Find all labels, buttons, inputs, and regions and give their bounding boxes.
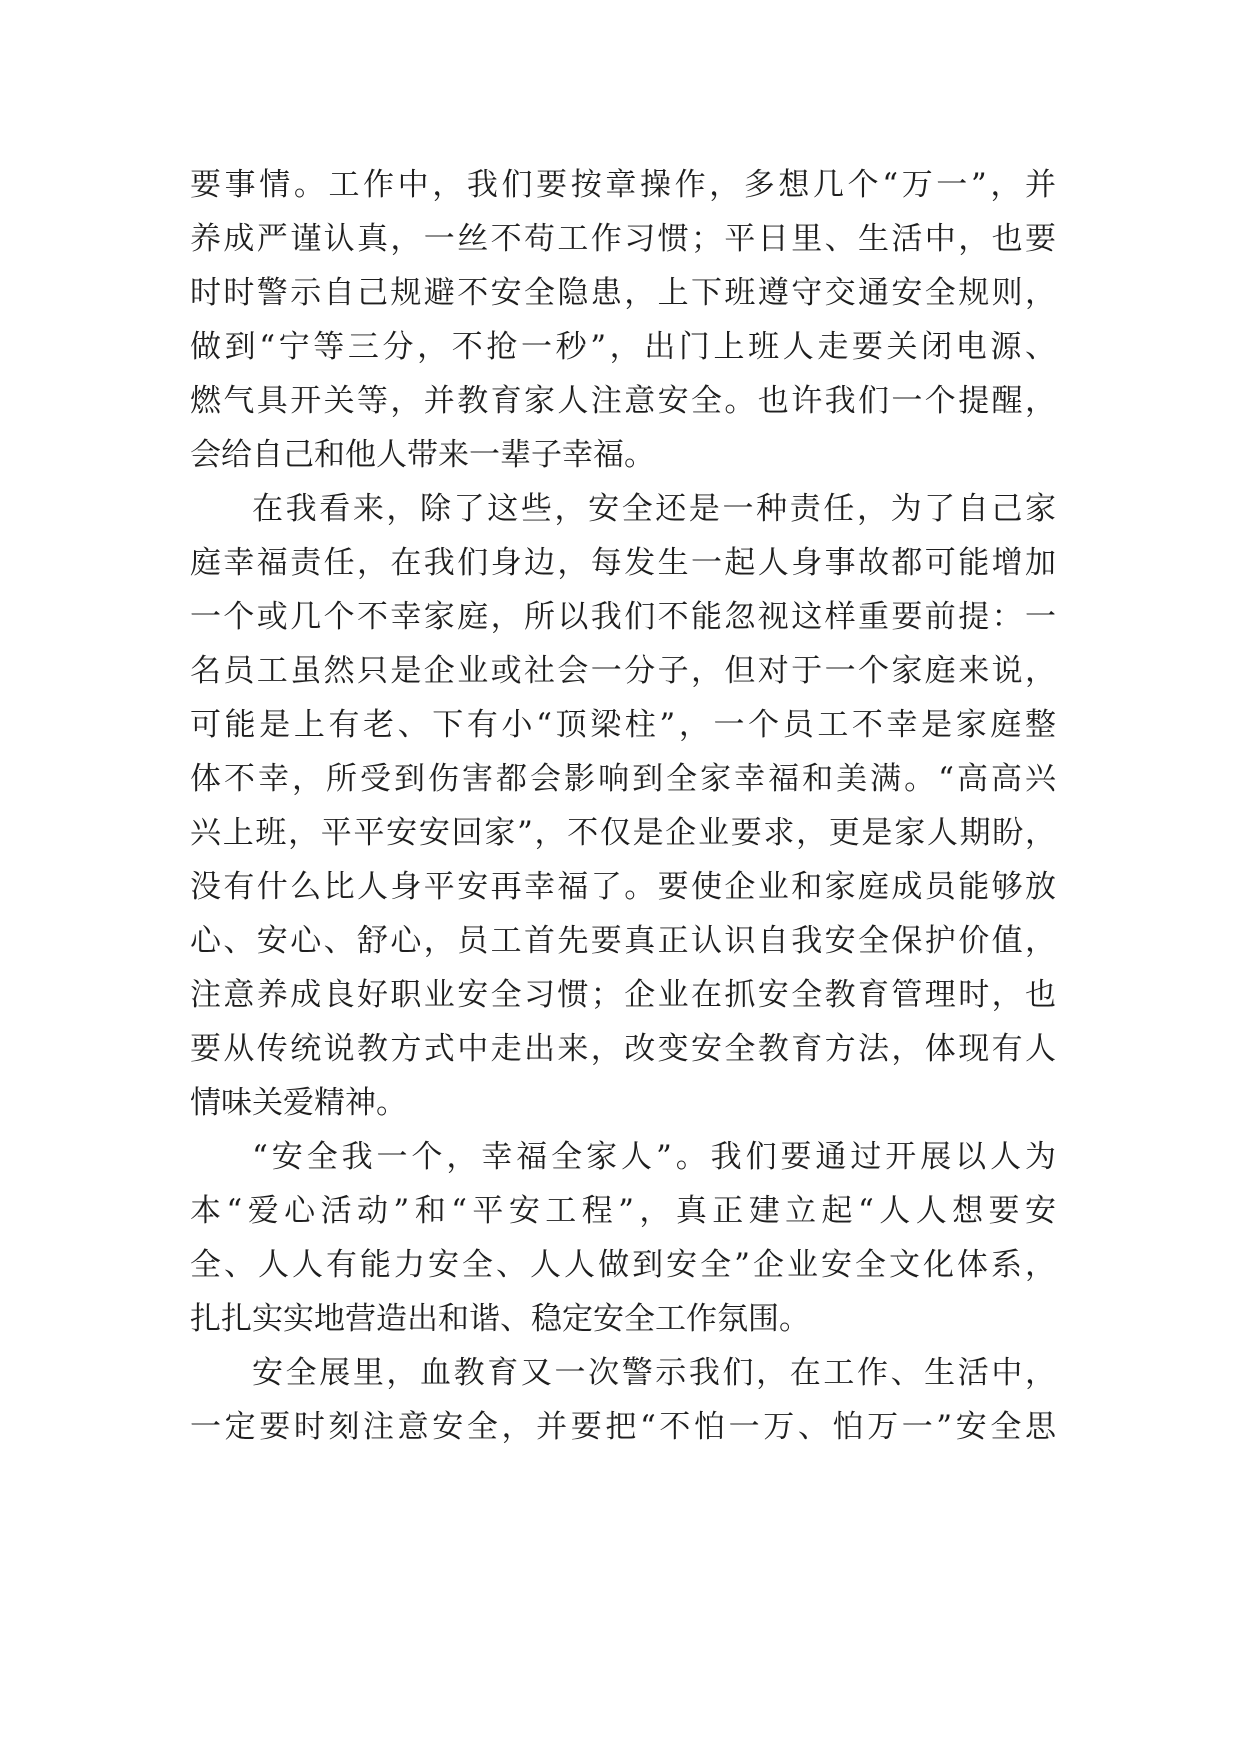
paragraph bbox=[190, 1130, 1056, 1346]
text-line: 在我看来，除了这些，安全还是一种责任，为了自己家 bbox=[252, 491, 1056, 527]
text-line: “安全我一个，幸福全家人”。我们要通过开展以人为 bbox=[252, 1139, 1056, 1175]
text-line: 做到“宁等三分，不抢一秒”，出门上班人走要关闭电源、 bbox=[190, 329, 1056, 365]
text-line: 心、安心、舒心，员工首先要真正认识自我安全保护价值， bbox=[190, 923, 1056, 959]
text-line: 会给自己和他人带来一辈子幸福。 bbox=[190, 437, 655, 473]
paragraph bbox=[190, 482, 1056, 1130]
text-line: 扎扎实实地营造出和谐、稳定安全工作氛围。 bbox=[190, 1301, 810, 1337]
text-line: 注意养成良好职业安全习惯；企业在抓安全教育管理时，也 bbox=[190, 977, 1056, 1013]
text-line: 要事情。工作中，我们要按章操作，多想几个“万一”，并 bbox=[190, 167, 1056, 203]
text-line: 要从传统说教方式中走出来，改变安全教育方法，体现有人 bbox=[190, 1031, 1056, 1067]
text-line: 燃气具开关等，并教育家人注意安全。也许我们一个提醒， bbox=[190, 383, 1056, 419]
text-line: 养成严谨认真，一丝不苟工作习惯；平日里、生活中，也要 bbox=[190, 221, 1056, 257]
text-line: 时时警示自己规避不安全隐患，上下班遵守交通安全规则， bbox=[190, 275, 1056, 311]
paragraph bbox=[190, 1346, 1056, 1454]
text-line: 名员工虽然只是企业或社会一分子，但对于一个家庭来说， bbox=[190, 653, 1056, 689]
text-line: 可能是上有老、下有小“顶梁柱”，一个员工不幸是家庭整 bbox=[190, 707, 1056, 743]
text-line: 本“爱心活动”和“平安工程”，真正建立起“人人想要安 bbox=[190, 1193, 1056, 1229]
text-line: 兴上班，平平安安回家”，不仅是企业要求，更是家人期盼， bbox=[190, 815, 1056, 851]
text-line: 全、人人有能力安全、人人做到安全”企业安全文化体系， bbox=[190, 1247, 1056, 1283]
paragraph bbox=[190, 158, 1056, 482]
text-line: 体不幸，所受到伤害都会影响到全家幸福和美满。“高高兴 bbox=[190, 761, 1056, 797]
text-line: 一个或几个不幸家庭，所以我们不能忽视这样重要前提：一 bbox=[190, 599, 1056, 635]
text-line: 安全展里，血教育又一次警示我们，在工作、生活中， bbox=[252, 1355, 1056, 1391]
text-line: 庭幸福责任，在我们身边，每发生一起人身事故都可能增加 bbox=[190, 545, 1056, 581]
document-body bbox=[190, 158, 1056, 1454]
text-line: 没有什么比人身平安再幸福了。要使企业和家庭成员能够放 bbox=[190, 869, 1056, 905]
text-line: 情味关爱精神。 bbox=[190, 1085, 407, 1121]
text-line: 一定要时刻注意安全，并要把“不怕一万、怕万一”安全思 bbox=[190, 1409, 1056, 1445]
